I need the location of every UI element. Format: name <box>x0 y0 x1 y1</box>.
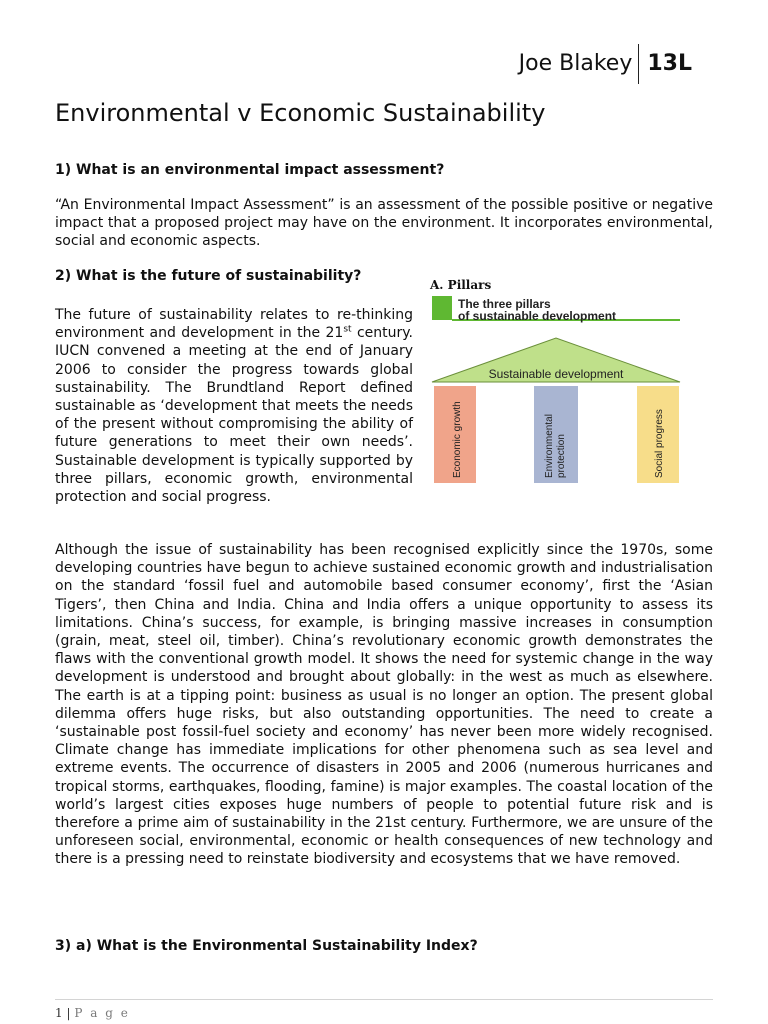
answer-1: “An Environmental Impact Assessment” is an assessment of the possible positive or negative impact that a proposed project may have on the environment. It incorporates environmental, social and economic aspects. <box>55 197 713 250</box>
figure-heading-line-2: of sustainable development <box>458 309 617 323</box>
pillar-label-economic-growth: Economic growth <box>452 401 463 478</box>
question-2: 2) What is the future of sustainability? <box>55 268 362 284</box>
pillar-label-protection: protection <box>556 434 567 478</box>
answer-2-paragraph-2: Although the issue of sustainability has been recognised explicitly since the 1970s, some developing countries have begun to achieve sustained economic growth and industrialisation on the standard ‘fossil fuel and automobile based consumer economy’, first the ‘Asian Tigers’, then China and India. China and India offers a unique opportunity to assess its limitations. China’s success, for example, is bringing massive increases in consumption (grain, meat, steel oil, timber). China’s revolutionary economic growth demonstrates the flaws with the conventional growth model. It shows the need for systemic change in the way development is understood and brought about globally: in the west as much as elsewhere. The earth is at a tipping point: business as usual is no longer an option. The present global dilemma offers huge risks, but also outstanding opportunities. The need to create a ‘sustainable post fossil-fuel society and economy’ has never been more widely recognised. Climate change has immediate implications for other phenomena such as sea level and extreme events. The occurrence of disasters in 2005 and 2006 (numerous hurricanes and tropical storms, earthquakes, flooding, famine) is major examples. The coastal location of the world’s largest cities exposes huge numbers of people to potential future risk and is therefore a prime aim of sustainability in the 21st century. Furthermore, we are unsure of the unforeseen social, environmental, economic or health consequences of new technology and there is a pressing need to reinstate biodiversity and ecosystems that we have removed. <box>55 542 713 868</box>
page-number: 1 <box>55 1006 63 1020</box>
answer-2-paragraph-1: The future of sustainability relates to re-thinking environment and development in the 21st century. IUCN convened a meeting at the end of January 2006 to consider the progress towards global sustainability. The Brundtland Report defined sustainable as ‘development that meets the needs of the present without compromising the ability of future generations to meet their own needs’. Sustainable development is typically supported by three pillars, economic growth, environmental protection and social progress. <box>55 307 413 506</box>
class-code: 13L <box>647 51 692 76</box>
page-separator: | <box>66 1006 71 1020</box>
document-header <box>519 44 692 84</box>
pillar-label-environmental: Environmental <box>544 414 555 478</box>
footer-divider <box>55 999 713 1000</box>
page-label: P a g e <box>74 1006 130 1020</box>
pillar-label-social-progress: Social progress <box>654 409 665 478</box>
page-title: Environmental v Economic Sustainability <box>55 99 546 127</box>
pillars-figure <box>430 278 685 488</box>
pillars-diagram <box>430 278 685 488</box>
page-footer <box>55 1006 130 1020</box>
question-1: 1) What is an environmental impact assessment? <box>55 162 445 178</box>
figure-heading-line-1: The three pillars <box>458 297 551 311</box>
figure-caption: A. Pillars <box>430 278 492 292</box>
question-3a: 3) a) What is the Environmental Sustainability Index? <box>55 938 478 954</box>
accent-square <box>432 296 452 320</box>
author-name: Joe Blakey <box>519 44 640 84</box>
roof-label: Sustainable development <box>488 367 624 381</box>
